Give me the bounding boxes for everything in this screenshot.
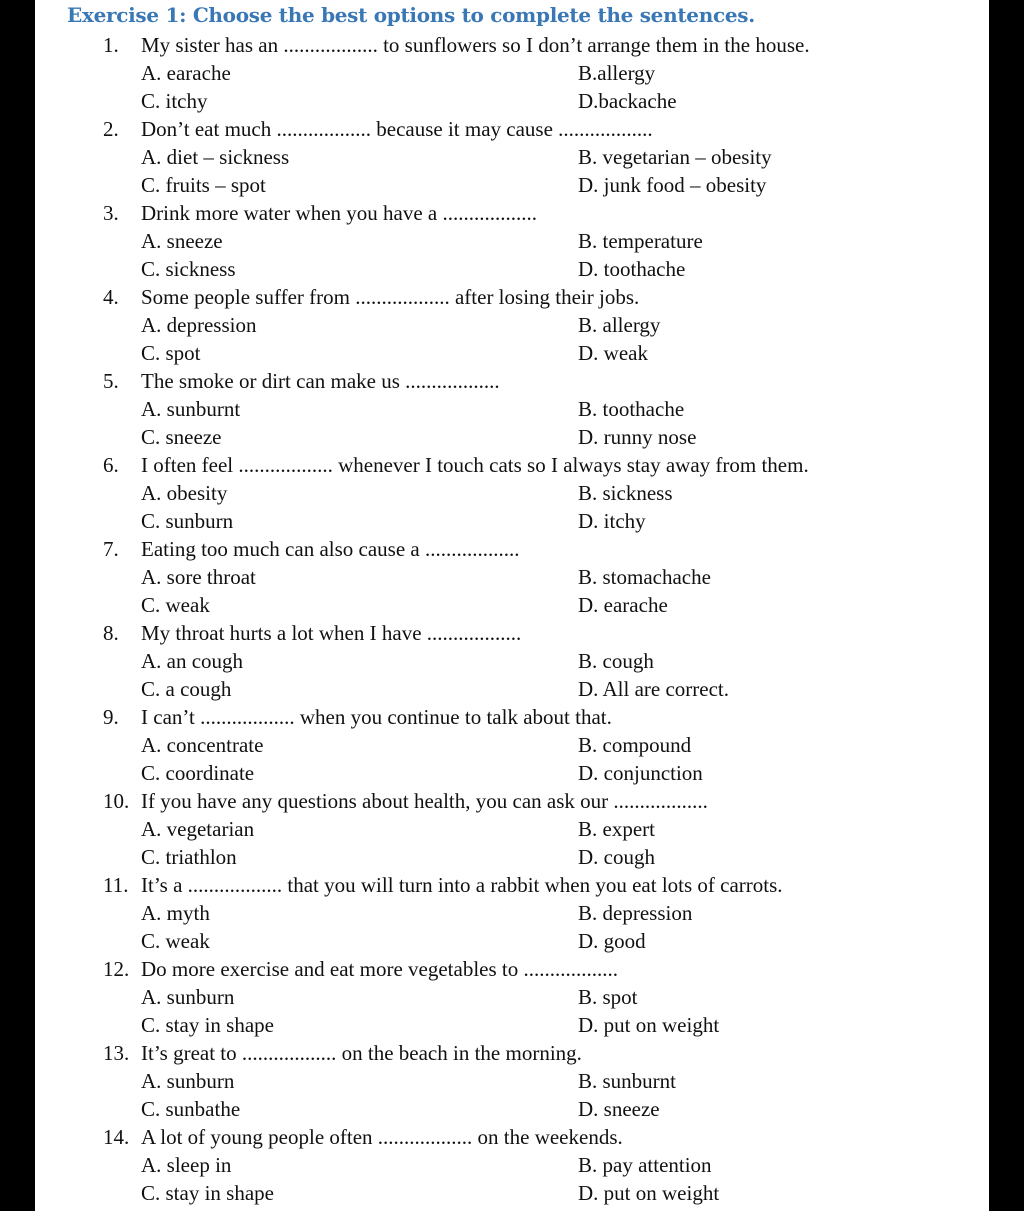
option-c: C. sunbathe: [141, 1097, 241, 1121]
option-b: B. depression: [578, 901, 693, 925]
option-a: A. an cough: [141, 649, 244, 673]
option-d: D. All are correct.: [578, 677, 730, 701]
option-a: A. myth: [141, 901, 210, 925]
option-b: B. sunburnt: [578, 1069, 677, 1093]
option-a: A. sleep in: [141, 1153, 232, 1177]
option-a: A. sunburnt: [141, 397, 241, 421]
option-b: B. pay attention: [578, 1153, 712, 1177]
question-number: 6.: [103, 453, 119, 477]
option-b: B. allergy: [578, 313, 661, 337]
question-7: [35, 535, 989, 619]
question-text: It’s great to .................. on the beach in the morning.: [141, 1041, 582, 1065]
option-d: D. put on weight: [578, 1181, 720, 1205]
question-number: 14.: [103, 1125, 130, 1149]
question-12: [35, 955, 989, 1039]
option-a: A. vegetarian: [141, 817, 255, 841]
option-c: C. weak: [141, 593, 210, 617]
option-d: D. sneeze: [578, 1097, 660, 1121]
question-number: 3.: [103, 201, 119, 225]
question-9: [35, 703, 989, 787]
question-text: Eating too much can also cause a ..................: [141, 537, 520, 561]
option-d: D. good: [578, 929, 646, 953]
option-c: C. coordinate: [141, 761, 255, 785]
option-a: A. sneeze: [141, 229, 223, 253]
option-c: C. stay in shape: [141, 1013, 274, 1037]
question-13: [35, 1039, 989, 1123]
option-b: B. vegetarian – obesity: [578, 145, 772, 169]
option-d: D. weak: [578, 341, 648, 365]
question-number: 8.: [103, 621, 119, 645]
option-a: A. concentrate: [141, 733, 264, 757]
question-text: It’s a .................. that you will turn into a rabbit when you eat lots of carrots.: [141, 873, 783, 897]
option-c: C. fruits – spot: [141, 173, 266, 197]
question-text: Drink more water when you have a ..................: [141, 201, 537, 225]
option-a: A. earache: [141, 61, 231, 85]
question-number: 7.: [103, 537, 119, 561]
question-list: [35, 31, 989, 1207]
option-a: A. depression: [141, 313, 257, 337]
option-d: D.backache: [578, 89, 677, 113]
option-d: D. runny nose: [578, 425, 697, 449]
question-text: The smoke or dirt can make us ..................: [141, 369, 500, 393]
option-d: D. toothache: [578, 257, 686, 281]
question-number: 5.: [103, 369, 119, 393]
option-a: A. sunburn: [141, 985, 235, 1009]
option-c: C. sunburn: [141, 509, 234, 533]
option-d: D. put on weight: [578, 1013, 720, 1037]
option-d: D. conjunction: [578, 761, 703, 785]
option-b: B. compound: [578, 733, 692, 757]
question-number: 12.: [103, 957, 130, 981]
question-6: [35, 451, 989, 535]
question-number: 10.: [103, 789, 130, 813]
question-text: A lot of young people often .................. on the weekends.: [141, 1125, 623, 1149]
question-4: [35, 283, 989, 367]
question-8: [35, 619, 989, 703]
question-text: Do more exercise and eat more vegetables to ..................: [141, 957, 619, 981]
question-text: My sister has an .................. to sunflowers so I don’t arrange them in the house.: [141, 33, 810, 57]
option-b: B. sickness: [578, 481, 673, 505]
option-c: C. weak: [141, 929, 210, 953]
question-number: 1.: [103, 33, 119, 57]
question-14: [35, 1123, 989, 1207]
option-d: D. earache: [578, 593, 668, 617]
option-b: B. expert: [578, 817, 655, 841]
option-a: A. sore throat: [141, 565, 256, 589]
option-c: C. a cough: [141, 677, 232, 701]
question-text: My throat hurts a lot when I have ..................: [141, 621, 522, 645]
question-5: [35, 367, 989, 451]
worksheet-page: [35, 0, 989, 1211]
question-text: If you have any questions about health, you can ask our ..................: [141, 789, 708, 813]
question-text: Don’t eat much .................. because it may cause ..................: [141, 117, 653, 141]
option-d: D. cough: [578, 845, 655, 869]
option-d: D. itchy: [578, 509, 646, 533]
option-a: A. sunburn: [141, 1069, 235, 1093]
option-b: B. toothache: [578, 397, 685, 421]
question-text: I often feel .................. whenever I touch cats so I always stay away from them.: [141, 453, 809, 477]
option-a: A. diet – sickness: [141, 145, 290, 169]
option-c: C. sickness: [141, 257, 236, 281]
question-10: [35, 787, 989, 871]
question-number: 11.: [103, 873, 129, 897]
option-c: C. triathlon: [141, 845, 237, 869]
question-text: I can’t .................. when you continue to talk about that.: [141, 705, 612, 729]
option-c: C. stay in shape: [141, 1181, 274, 1205]
question-number: 4.: [103, 285, 119, 309]
option-b: B. stomachache: [578, 565, 711, 589]
option-d: D. junk food – obesity: [578, 173, 767, 197]
option-c: C. sneeze: [141, 425, 222, 449]
question-number: 9.: [103, 705, 119, 729]
question-2: [35, 115, 989, 199]
question-11: [35, 871, 989, 955]
question-3: [35, 199, 989, 283]
option-c: C. spot: [141, 341, 201, 365]
option-c: C. itchy: [141, 89, 208, 113]
option-b: B. temperature: [578, 229, 703, 253]
question-number: 2.: [103, 117, 119, 141]
question-text: Some people suffer from .................. after losing their jobs.: [141, 285, 640, 309]
option-a: A. obesity: [141, 481, 228, 505]
option-b: B. spot: [578, 985, 638, 1009]
exercise-title: Exercise 1: Choose the best options to complete the sentences.: [67, 3, 755, 27]
option-b: B. cough: [578, 649, 654, 673]
option-b: B.allergy: [578, 61, 656, 85]
question-number: 13.: [103, 1041, 130, 1065]
question-1: [35, 31, 989, 115]
